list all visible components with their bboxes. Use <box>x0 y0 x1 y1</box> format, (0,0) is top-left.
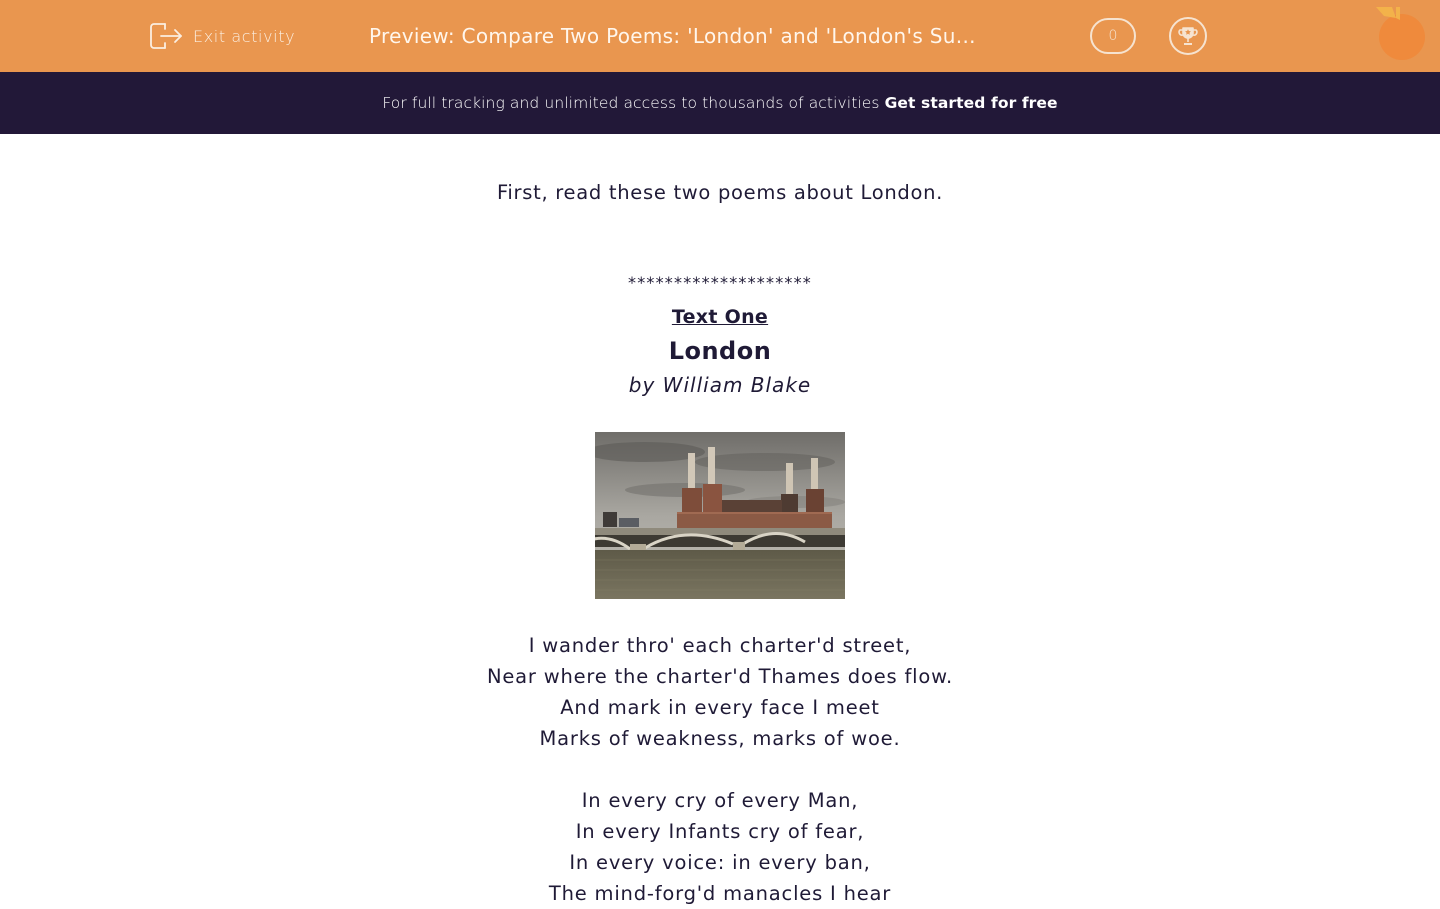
top-header <box>0 0 1440 72</box>
text-label: Text One <box>671 306 769 328</box>
poem-line: The mind-forg'd manacles I hear <box>548 882 892 905</box>
poem-line: Near where the charter'd Thames does flow. <box>486 665 954 688</box>
trophy-icon <box>1176 24 1200 48</box>
exit-icon <box>149 21 183 51</box>
activity-title: Preview: Compare Two Poems: 'London' and 'London's Su… <box>369 24 976 48</box>
brand-logo <box>1374 4 1430 62</box>
poem-line: Marks of weakness, marks of woe. <box>539 727 901 750</box>
get-started-link[interactable]: Get started for free <box>884 94 1058 112</box>
poem-stanza-2 <box>0 785 1440 909</box>
trophy-button[interactable] <box>1169 17 1207 55</box>
poem-stanza-1 <box>0 630 1440 754</box>
intro-instruction: First, read these two poems about London. <box>496 181 944 204</box>
promo-text: For full tracking and unlimited access to thousands of activities <box>382 94 880 112</box>
score-counter: 0 <box>1090 18 1136 54</box>
poem-line: In every voice: in every ban, <box>569 851 871 874</box>
poem-line: I wander thro' each charter'd street, <box>528 634 912 657</box>
promo-banner <box>0 72 1440 134</box>
section-divider: ******************** <box>628 273 812 292</box>
exit-activity-button[interactable] <box>149 20 295 52</box>
poem-title: London <box>668 337 772 365</box>
poem-line: In every cry of every Man, <box>581 789 859 812</box>
poem-illustration <box>595 432 845 599</box>
poem-author: by William Blake <box>628 373 812 397</box>
exit-activity-label: Exit activity <box>193 26 296 46</box>
orange-logo-icon <box>1374 4 1430 62</box>
poem-line: And mark in every face I meet <box>560 696 880 719</box>
poem-line: In every Infants cry of fear, <box>575 820 865 843</box>
